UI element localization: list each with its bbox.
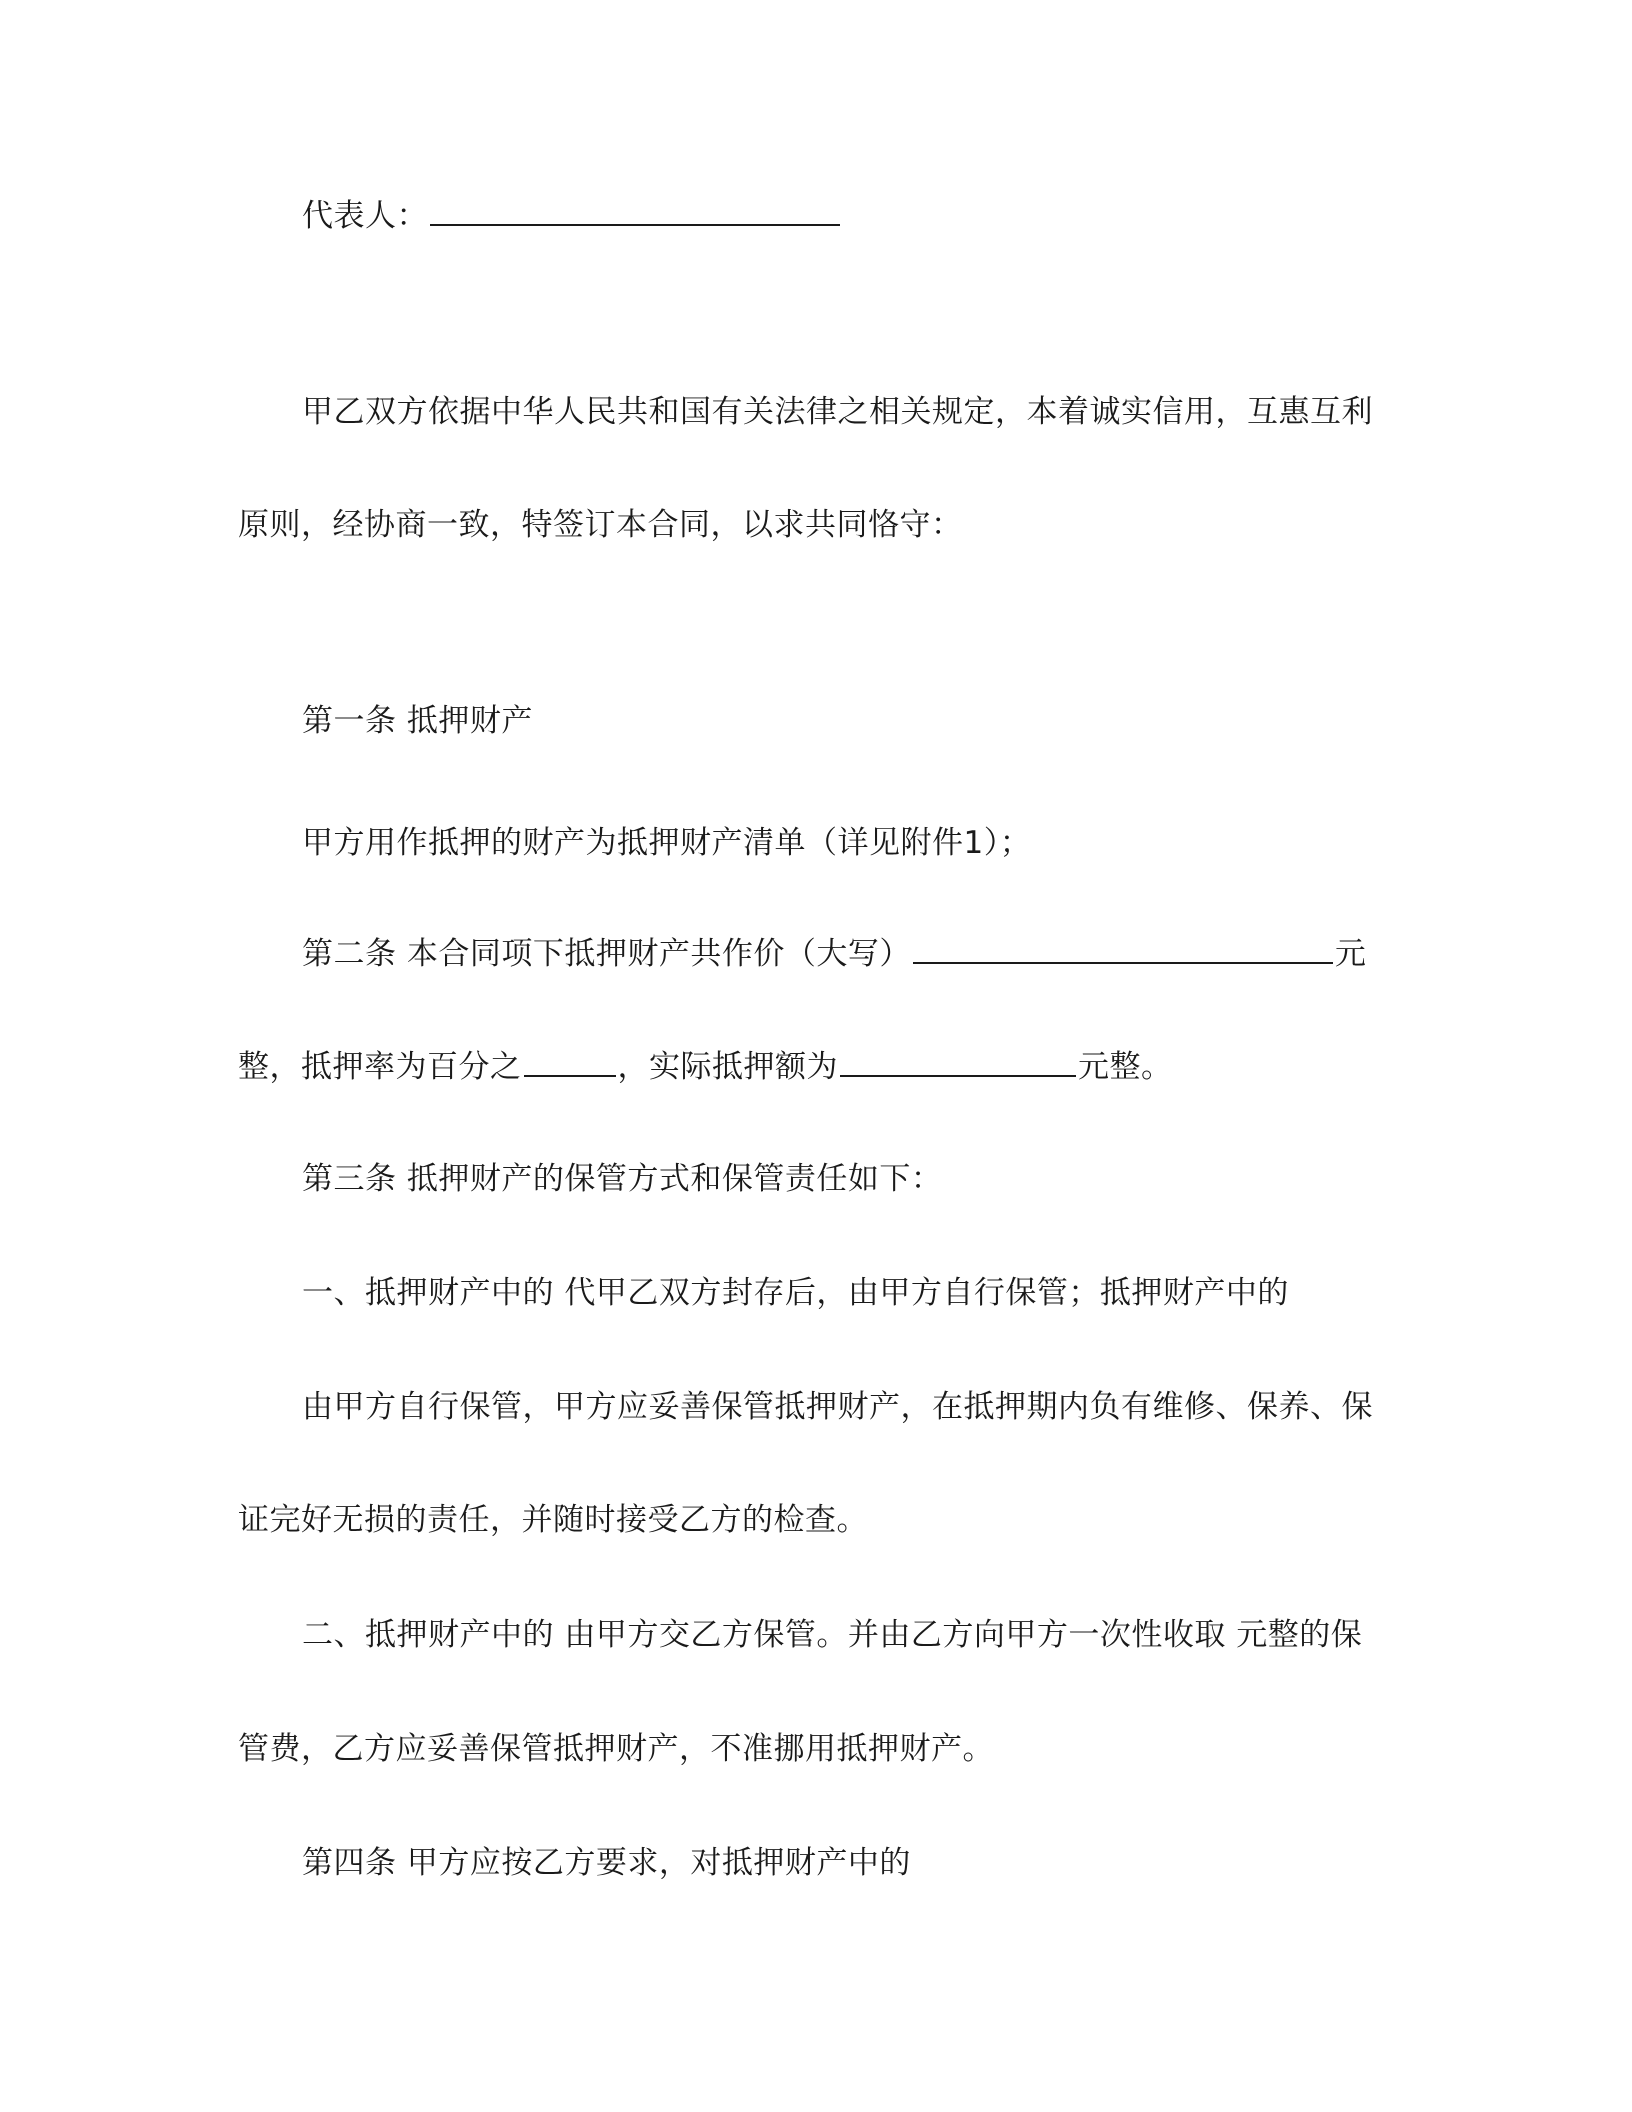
article-3-item-2-line-2: 管费，乙方应妥善保管抵押财产，不准挪用抵押财产。 [238, 1731, 994, 1767]
valuation-blank [913, 932, 1333, 964]
article-3-item-1-line-1: 一、抵押财产中的 代甲乙双方封存后，由甲方自行保管；抵押财产中的 [302, 1275, 1289, 1311]
article-3-heading: 第三条 抵押财产的保管方式和保管责任如下： [302, 1161, 943, 1197]
article-2-line-1 [302, 932, 1366, 974]
article-2-yuan: 元 [1334, 936, 1367, 972]
article-2-line-2 [238, 1045, 1173, 1087]
mortgage-rate-blank [524, 1045, 616, 1077]
preamble-line-2: 原则，经协商一致，特签订本合同，以求共同恪守： [238, 507, 963, 543]
article-3-item-2-line-1: 二、抵押财产中的 由甲方交乙方保管。并由乙方向甲方一次性收取 元整的保 [302, 1617, 1363, 1653]
actual-amount-text: ，实际抵押额为 [617, 1049, 838, 1085]
article-3-item-1-line-3: 证完好无损的责任，并随时接受乙方的检查。 [238, 1502, 868, 1538]
article-3-item-1-line-2: 由甲方自行保管，甲方应妥善保管抵押财产，在抵押期内负有维修、保养、保 [302, 1389, 1373, 1425]
article-1-body: 甲方用作抵押的财产为抵押财产清单（详见附件1）； [302, 825, 1032, 861]
article-4-heading: 第四条 甲方应按乙方要求，对抵押财产中的 [302, 1845, 911, 1881]
article-2-end: 元整。 [1078, 1049, 1173, 1085]
article-1-heading: 第一条 抵押财产 [302, 703, 533, 739]
representative-blank [430, 194, 840, 226]
mortgage-rate-text: 整，抵押率为百分之 [238, 1049, 522, 1085]
representative-line [302, 194, 842, 236]
actual-amount-blank [840, 1045, 1076, 1077]
article-2-valuation-text: 第二条 本合同项下抵押财产共作价（大写） [302, 936, 911, 972]
representative-label: 代表人： [302, 198, 428, 234]
preamble-line-1: 甲乙双方依据中华人民共和国有关法律之相关规定，本着诚实信用，互惠互利 [302, 394, 1373, 430]
